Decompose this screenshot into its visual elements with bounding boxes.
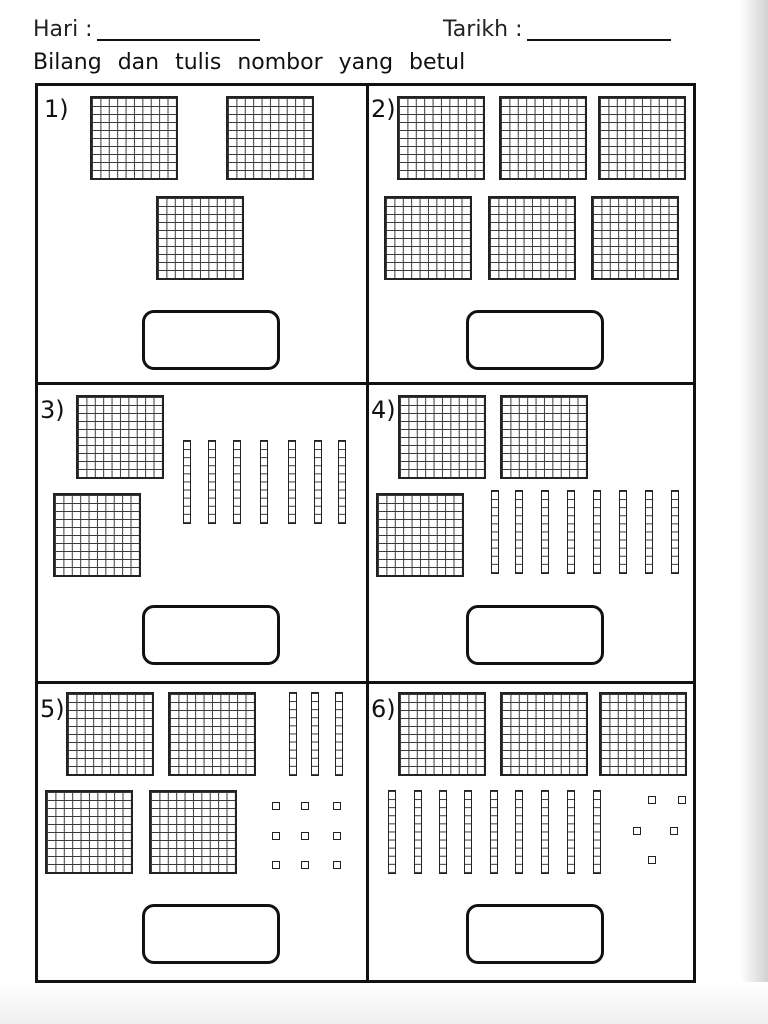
answer-box[interactable] bbox=[466, 310, 604, 370]
ten-rod bbox=[464, 790, 472, 874]
hundred-block bbox=[149, 790, 237, 874]
question-panel-5 bbox=[38, 684, 366, 980]
answer-box[interactable] bbox=[142, 904, 280, 964]
answer-box[interactable] bbox=[466, 904, 604, 964]
one-unit bbox=[301, 802, 309, 810]
question-panel-6 bbox=[369, 684, 693, 980]
question-number: 5) bbox=[40, 695, 65, 723]
hundred-block bbox=[384, 196, 472, 280]
ten-rod bbox=[388, 790, 396, 874]
ten-rod bbox=[208, 440, 216, 524]
ten-rod bbox=[515, 790, 523, 874]
date-label: Tarikh : bbox=[443, 17, 523, 42]
ten-rod bbox=[593, 790, 601, 874]
question-number: 3) bbox=[40, 396, 65, 424]
ten-rod bbox=[439, 790, 447, 874]
one-unit bbox=[333, 832, 341, 840]
ten-rod bbox=[645, 490, 653, 574]
instruction-text: Bilang dan tulis nombor yang betul bbox=[33, 50, 466, 75]
ten-rod bbox=[314, 440, 322, 524]
one-unit bbox=[301, 832, 309, 840]
answer-box[interactable] bbox=[466, 605, 604, 665]
one-unit bbox=[670, 827, 678, 835]
ten-rod bbox=[541, 790, 549, 874]
hundred-block bbox=[226, 96, 314, 180]
ten-rod bbox=[311, 692, 319, 776]
one-unit bbox=[272, 832, 280, 840]
ten-rod bbox=[541, 490, 549, 574]
one-unit bbox=[333, 802, 341, 810]
hundred-block bbox=[66, 692, 154, 776]
hundred-block bbox=[398, 395, 486, 479]
worksheet-grid bbox=[35, 83, 696, 983]
hundred-block bbox=[591, 196, 679, 280]
hundred-block bbox=[500, 395, 588, 479]
ten-rod bbox=[260, 440, 268, 524]
answer-box[interactable] bbox=[142, 310, 280, 370]
ten-rod bbox=[490, 790, 498, 874]
ten-rod bbox=[567, 490, 575, 574]
hundred-block bbox=[499, 96, 587, 180]
question-panel-2 bbox=[369, 86, 693, 382]
hundred-block bbox=[53, 493, 141, 577]
hundred-block bbox=[488, 196, 576, 280]
hundred-block bbox=[398, 692, 486, 776]
question-number: 6) bbox=[371, 695, 396, 723]
hundred-block bbox=[500, 692, 588, 776]
hundred-block bbox=[168, 692, 256, 776]
hundred-block bbox=[376, 493, 464, 577]
question-panel-3 bbox=[38, 385, 366, 681]
ten-rod bbox=[671, 490, 679, 574]
page-edge-shadow bbox=[740, 0, 768, 1024]
hundred-block bbox=[598, 96, 686, 180]
ten-rod bbox=[338, 440, 346, 524]
question-number: 1) bbox=[44, 95, 69, 123]
one-unit bbox=[648, 796, 656, 804]
ten-rod bbox=[491, 490, 499, 574]
ten-rod bbox=[593, 490, 601, 574]
hundred-block bbox=[45, 790, 133, 874]
one-unit bbox=[301, 861, 309, 869]
one-unit bbox=[648, 856, 656, 864]
ten-rod bbox=[567, 790, 575, 874]
hundred-block bbox=[90, 96, 178, 180]
date-answer-line[interactable] bbox=[527, 39, 671, 41]
one-unit bbox=[272, 802, 280, 810]
ten-rod bbox=[289, 692, 297, 776]
day-answer-line[interactable] bbox=[97, 39, 260, 41]
hundred-block bbox=[397, 96, 485, 180]
ten-rod bbox=[335, 692, 343, 776]
ten-rod bbox=[619, 490, 627, 574]
hundred-block bbox=[599, 692, 687, 776]
day-label: Hari : bbox=[33, 17, 93, 42]
ten-rod bbox=[183, 440, 191, 524]
ten-rod bbox=[233, 440, 241, 524]
ten-rod bbox=[515, 490, 523, 574]
ten-rod bbox=[414, 790, 422, 874]
question-panel-4 bbox=[369, 385, 693, 681]
page-bottom-margin bbox=[0, 982, 768, 1024]
question-number: 4) bbox=[371, 396, 396, 424]
one-unit bbox=[678, 796, 686, 804]
one-unit bbox=[333, 861, 341, 869]
ten-rod bbox=[288, 440, 296, 524]
question-panel-1 bbox=[38, 86, 366, 382]
hundred-block bbox=[156, 196, 244, 280]
one-unit bbox=[633, 827, 641, 835]
answer-box[interactable] bbox=[142, 605, 280, 665]
hundred-block bbox=[76, 395, 164, 479]
one-unit bbox=[272, 861, 280, 869]
question-number: 2) bbox=[371, 95, 396, 123]
